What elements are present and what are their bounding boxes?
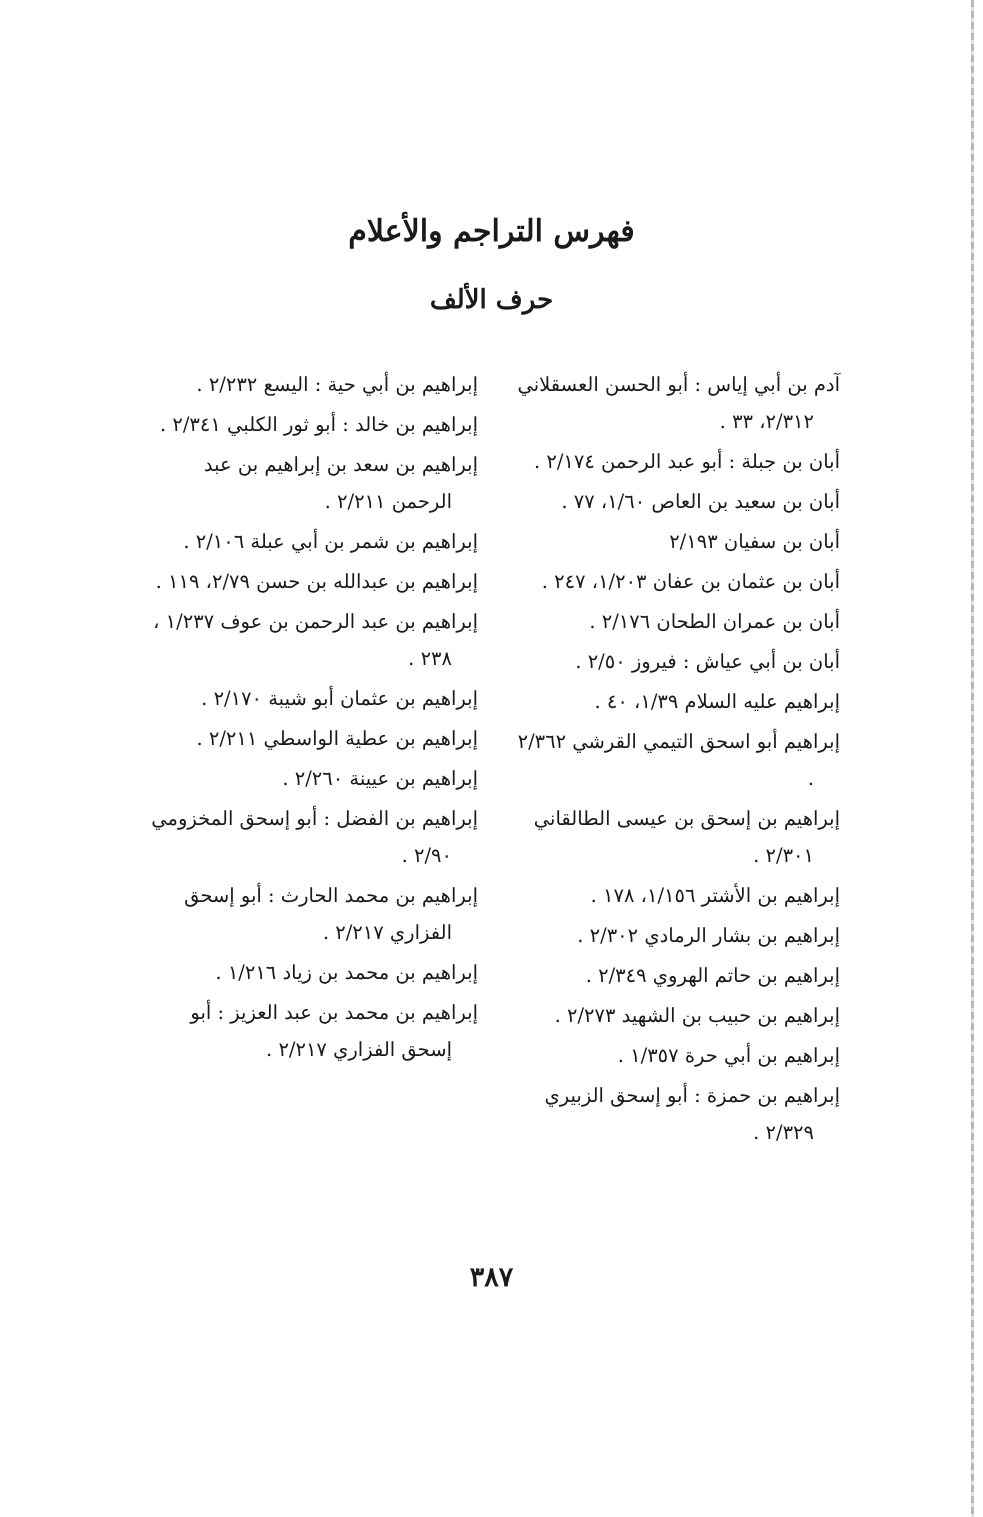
index-entry: إبراهيم بن حاتم الهروي ٢/٣٤٩ . <box>585 964 840 987</box>
index-entry: إبراهيم بن عيينة ٢/٢٦٠ . <box>282 767 478 790</box>
section-heading: حرف الألف <box>429 285 554 315</box>
index-entry: أبان بن أبي عياش : فيروز ٢/٥٠ . <box>575 650 840 673</box>
index-title: فهرس التراجم والأعلام <box>348 214 635 249</box>
index-entry: إبراهيم بن أبي حرة ١/٣٥٧ . <box>617 1044 840 1067</box>
index-entry: إبراهيم بن شمر بن أبي عبلة ٢/١٠٦ . <box>183 530 478 553</box>
index-entry: إبراهيم بن الفضل : أبو إسحق المخزومي ٢/٩٠ . <box>151 807 478 867</box>
index-entry: إبراهيم بن محمد بن عبد العزيز : أبو إسحق الفزاري ٢/٢١٧ . <box>190 1001 478 1061</box>
index-entry: إبراهيم بن حبيب بن الشهيد ٢/٢٧٣ . <box>554 1004 840 1027</box>
index-entry: إبراهيم بن سعد بن إبراهيم بن عبد الرحمن ٢/٢١١ . <box>203 453 478 513</box>
index-entry: أبان بن عثمان بن عفان ١/٢٠٣، ٢٤٧ . <box>541 570 840 593</box>
index-entry: إبراهيم بن محمد بن زياد ١/٢١٦ . <box>215 961 478 984</box>
index-entry: إبراهيم بن محمد الحارث : أبو إسحق الفزاري ٢/٢١٧ . <box>184 884 478 944</box>
index-entry: إبراهيم عليه السلام ١/٣٩، ٤٠ . <box>594 690 840 713</box>
index-entry: أبان بن سعيد بن العاص ١/٦٠، ٧٧ . <box>561 490 840 513</box>
page-number: ٣٨٧ <box>469 1262 514 1293</box>
index-entry: إبراهيم بن عبدالله بن حسن ٢/٧٩، ١١٩ . <box>155 570 478 593</box>
index-entry: إبراهيم بن خالد : أبو ثور الكلبي ٢/٣٤١ . <box>159 413 478 436</box>
index-entry: إبراهيم بن عطية الواسطي ٢/٢١١ . <box>196 727 478 750</box>
index-entry: إبراهيم بن الأشتر ١/١٥٦، ١٧٨ . <box>590 884 840 907</box>
right-column <box>516 366 840 1154</box>
index-entry: إبراهيم بن حمزة : أبو إسحق الزبيري ٢/٣٢٩ . <box>544 1084 840 1144</box>
index-entry: إبراهيم بن عثمان أبو شيبة ٢/١٧٠ . <box>201 687 478 710</box>
index-entry: إبراهيم بن عبد الرحمن بن عوف ١/٢٣٧ ، ٢٣٨ . <box>153 610 478 670</box>
index-entry: إبراهيم بن أبي حية : اليسع ٢/٢٣٢ . <box>196 373 478 396</box>
index-entry: إبراهيم أبو اسحق التيمي القرشي ٢/٣٦٢ . <box>517 730 840 790</box>
left-column <box>140 366 478 1071</box>
index-entry: أبان بن عمران الطحان ٢/١٧٦ . <box>589 610 840 633</box>
index-entry: إبراهيم بن إسحق بن عيسى الطالقاني ٢/٣٠١ . <box>533 807 840 867</box>
index-entry: إبراهيم بن بشار الرمادي ٢/٣٠٢ . <box>577 924 840 947</box>
index-entry: آدم بن أبي إياس : أبو الحسن العسقلاني ٢/٣١٢، ٣٣ . <box>517 373 840 433</box>
index-entry: أبان بن سفيان ٢/١٩٣ <box>669 530 840 553</box>
index-entry: أبان بن جبلة : أبو عبد الرحمن ٢/١٧٤ . <box>533 450 840 473</box>
